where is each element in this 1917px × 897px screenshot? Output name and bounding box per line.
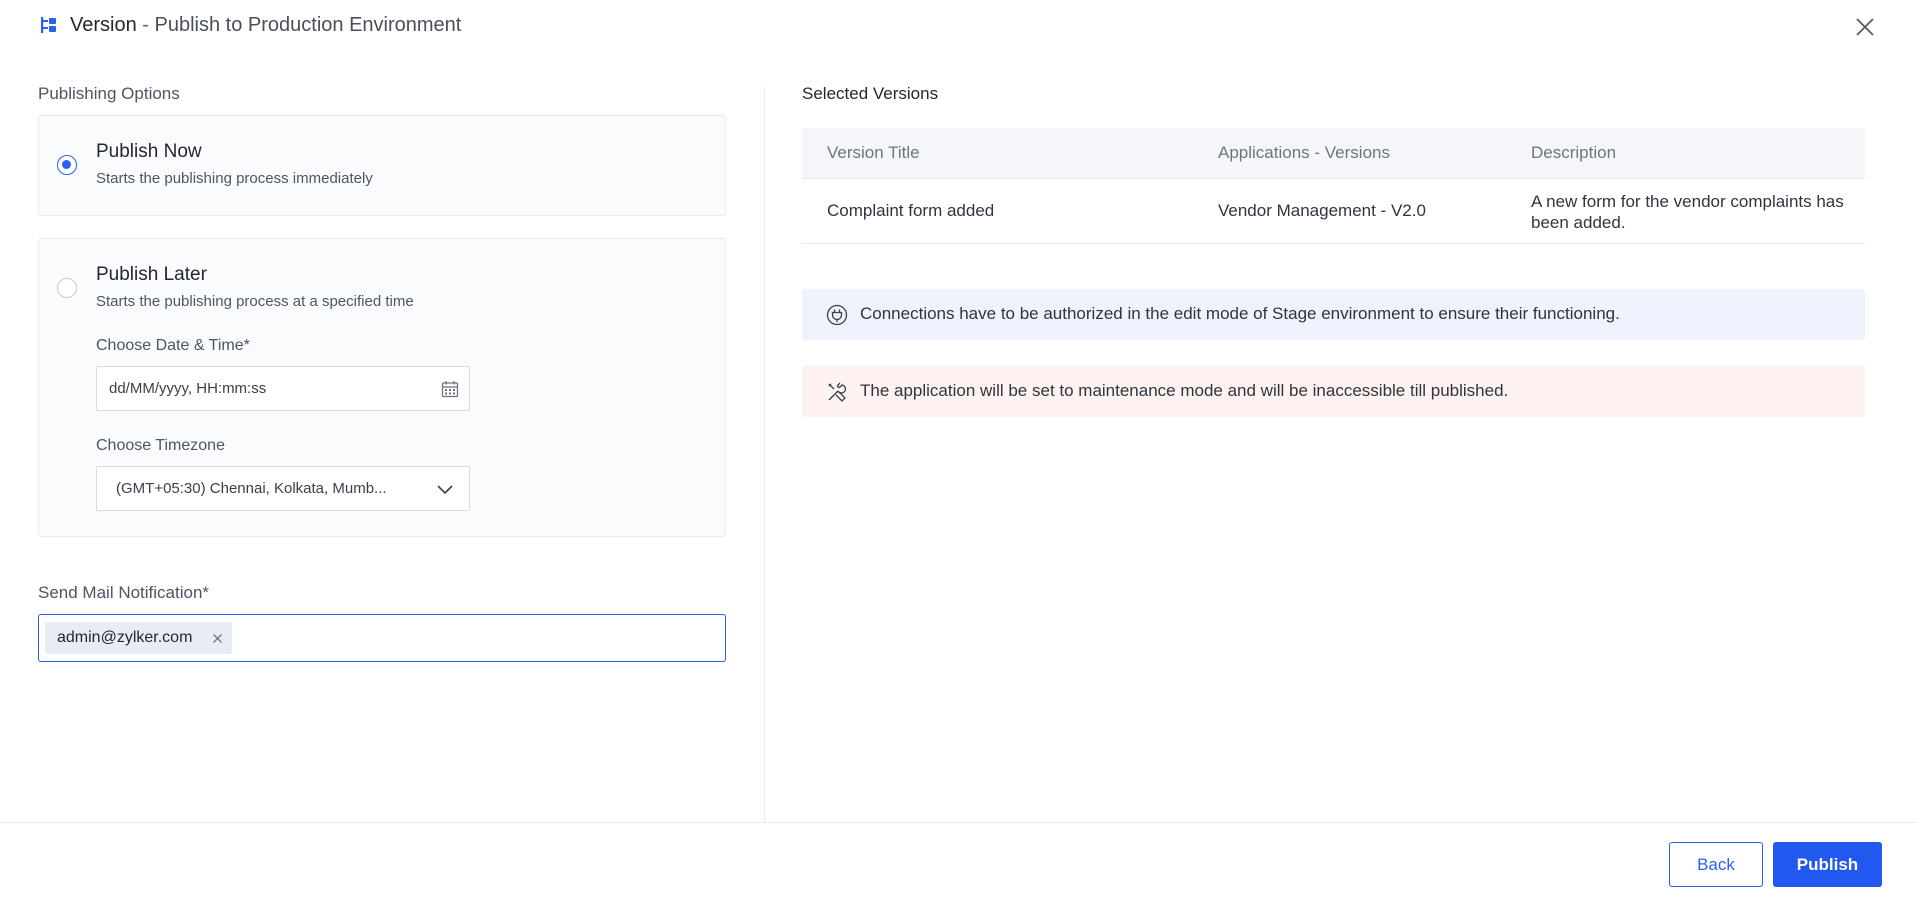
recipient-chip bbox=[45, 622, 232, 654]
publish-button[interactable]: Publish bbox=[1773, 842, 1882, 887]
timezone-select[interactable] bbox=[96, 466, 470, 511]
title-subtitle: Publish to Production Environment bbox=[154, 14, 462, 36]
title-separator: - bbox=[142, 14, 149, 36]
date-time-placeholder: dd/MM/yyyy, HH:mm:ss bbox=[109, 380, 267, 397]
publish-later-card[interactable] bbox=[38, 238, 726, 537]
publish-later-title: Publish Later bbox=[96, 264, 207, 285]
footer-divider bbox=[0, 822, 1917, 823]
maintenance-warning-banner bbox=[802, 366, 1865, 417]
table-header bbox=[802, 128, 1865, 178]
publish-now-description: Starts the publishing process immediately bbox=[96, 170, 373, 187]
timezone-label: Choose Timezone bbox=[96, 437, 225, 454]
mail-recipients-input[interactable] bbox=[38, 614, 726, 662]
title-main: Version bbox=[70, 14, 137, 36]
publish-later-description: Starts the publishing process at a specified time bbox=[96, 293, 414, 310]
back-button[interactable]: Back bbox=[1669, 842, 1763, 887]
date-time-label: Choose Date & Time* bbox=[96, 337, 250, 354]
cell-description: A new form for the vendor complaints has been added. bbox=[1531, 192, 1844, 232]
publish-now-radio[interactable] bbox=[57, 155, 77, 175]
timezone-value: (GMT+05:30) Chennai, Kolkata, Mumb... bbox=[116, 480, 387, 497]
cell-app-version: Vendor Management - V2.0 bbox=[1218, 201, 1426, 220]
info-banner-text: Connections have to be authorized in the edit mode of Stage environment to ensure their functioning. bbox=[860, 304, 1620, 323]
connections-info-banner bbox=[802, 289, 1865, 340]
plug-icon bbox=[826, 304, 848, 326]
publish-now-card[interactable] bbox=[38, 115, 726, 216]
chevron-down-icon[interactable] bbox=[437, 483, 453, 495]
calendar-icon[interactable] bbox=[441, 380, 459, 398]
close-icon[interactable] bbox=[1852, 14, 1878, 40]
publishing-options-label: Publishing Options bbox=[38, 84, 180, 103]
column-version-title: Version Title bbox=[827, 143, 920, 162]
column-description: Description bbox=[1531, 143, 1617, 162]
tools-icon bbox=[826, 381, 848, 403]
recipient-email: admin@zylker.com bbox=[57, 629, 193, 646]
version-icon bbox=[40, 16, 58, 34]
mail-notification-label: Send Mail Notification* bbox=[38, 583, 210, 602]
table-row bbox=[802, 178, 1865, 244]
column-divider bbox=[764, 86, 765, 822]
dialog-header bbox=[0, 0, 1917, 50]
publish-now-title: Publish Now bbox=[96, 141, 202, 162]
cell-version-title: Complaint form added bbox=[827, 201, 995, 220]
remove-recipient-icon[interactable] bbox=[212, 633, 223, 644]
dialog-title bbox=[70, 13, 461, 37]
warning-banner-text: The application will be set to maintenance mode and will be inaccessible till published. bbox=[860, 381, 1509, 400]
selected-versions-label: Selected Versions bbox=[802, 84, 939, 103]
publish-later-radio[interactable] bbox=[57, 278, 77, 298]
date-time-input[interactable] bbox=[96, 366, 470, 411]
column-applications-versions: Applications - Versions bbox=[1218, 143, 1390, 162]
